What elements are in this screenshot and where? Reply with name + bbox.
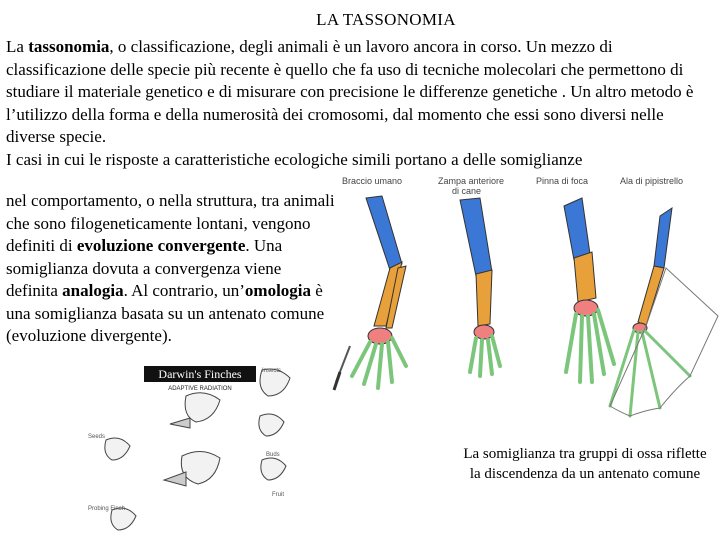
finches-subtitle: ADAPTIVE RADIATION	[168, 386, 232, 392]
finch-label-probing: Probing Finch	[88, 506, 126, 512]
intro-paragraph	[6, 36, 716, 149]
label-pinna-foca: Pinna di foca	[536, 176, 589, 186]
term-tassonomia: tassonomia	[28, 37, 110, 56]
intro-text-segment: La	[6, 37, 29, 56]
convergence-text	[6, 190, 336, 348]
intro-text	[6, 36, 716, 171]
homologous-bones-figure	[330, 176, 720, 436]
finch-label-insects: Insects	[262, 368, 282, 374]
side-text-segment: . Una somiglianza dovuta a convergenza viene definita	[6, 236, 283, 300]
finch-label-buds: Buds	[266, 452, 280, 458]
seal-flipper-icon	[564, 198, 614, 382]
bones-drawing	[330, 176, 720, 436]
side-text-segment: nel comportamento, o nella struttura, tra animali che sono filogeneticamente lontani, vengono definiti di	[6, 191, 335, 255]
label-zampa-line2: di cane	[452, 186, 482, 196]
intro-text-segment: , o classificazione, degli animali è un lavoro ancora in corso. Un mezzo di classificazione delle specie più recente è quello che fa uso di tecniche molecolari che permettono di studiare il materiale genetico e di misurare con precisione le differenze genetiche . Un altro metodo è l’utilizzo della forma e della numerosità dei cromosomi, dal momento che essi sono diversi nelle diverse specie.	[6, 37, 694, 146]
dog-forelimb-icon	[460, 198, 500, 376]
finch-head-icon	[181, 451, 220, 484]
label-braccio-umano: Braccio umano	[342, 176, 403, 186]
figure-caption: La somiglianza tra gruppi di ossa riflette la discendenza da un antenato comune	[463, 446, 707, 482]
term-omologia: omologia	[244, 281, 312, 300]
finches-title: Darwin's Finches	[158, 367, 242, 381]
intro-paragraph-2: I casi in cui le risposte a caratteristiche ecologiche simili portano a delle somiglianze	[6, 149, 583, 169]
bat-wing-icon	[610, 208, 718, 416]
darwins-finches-figure	[82, 360, 320, 540]
side-text-segment: evoluzione divergente).	[11, 326, 172, 345]
side-text-segment: . Al contrario, un’	[123, 281, 245, 300]
label-ala-pipistrello: Ala di pipistrello	[620, 176, 684, 186]
finch-head-icon	[105, 438, 130, 460]
label-zampa-cane	[438, 176, 504, 196]
finch-label-seeds: Seeds	[88, 434, 106, 440]
finch-label-fruit: Fruit	[272, 492, 284, 498]
finch-head-icon	[261, 458, 286, 480]
term-evoluzione-convergente: evoluzione convergente	[76, 236, 246, 255]
finch-beak-icon	[170, 418, 190, 428]
finches-drawing	[82, 360, 320, 540]
page-title: LA TASSONOMIA	[316, 10, 456, 29]
side-text-segment: è una somiglianza basata su un antenato comune (	[6, 281, 325, 345]
finch-beak-icon	[164, 472, 186, 486]
finch-head-icon	[259, 414, 284, 436]
label-zampa-line1: Zampa anteriore	[438, 176, 505, 186]
human-arm-icon	[334, 196, 406, 390]
term-analogia: analogia	[62, 281, 124, 300]
